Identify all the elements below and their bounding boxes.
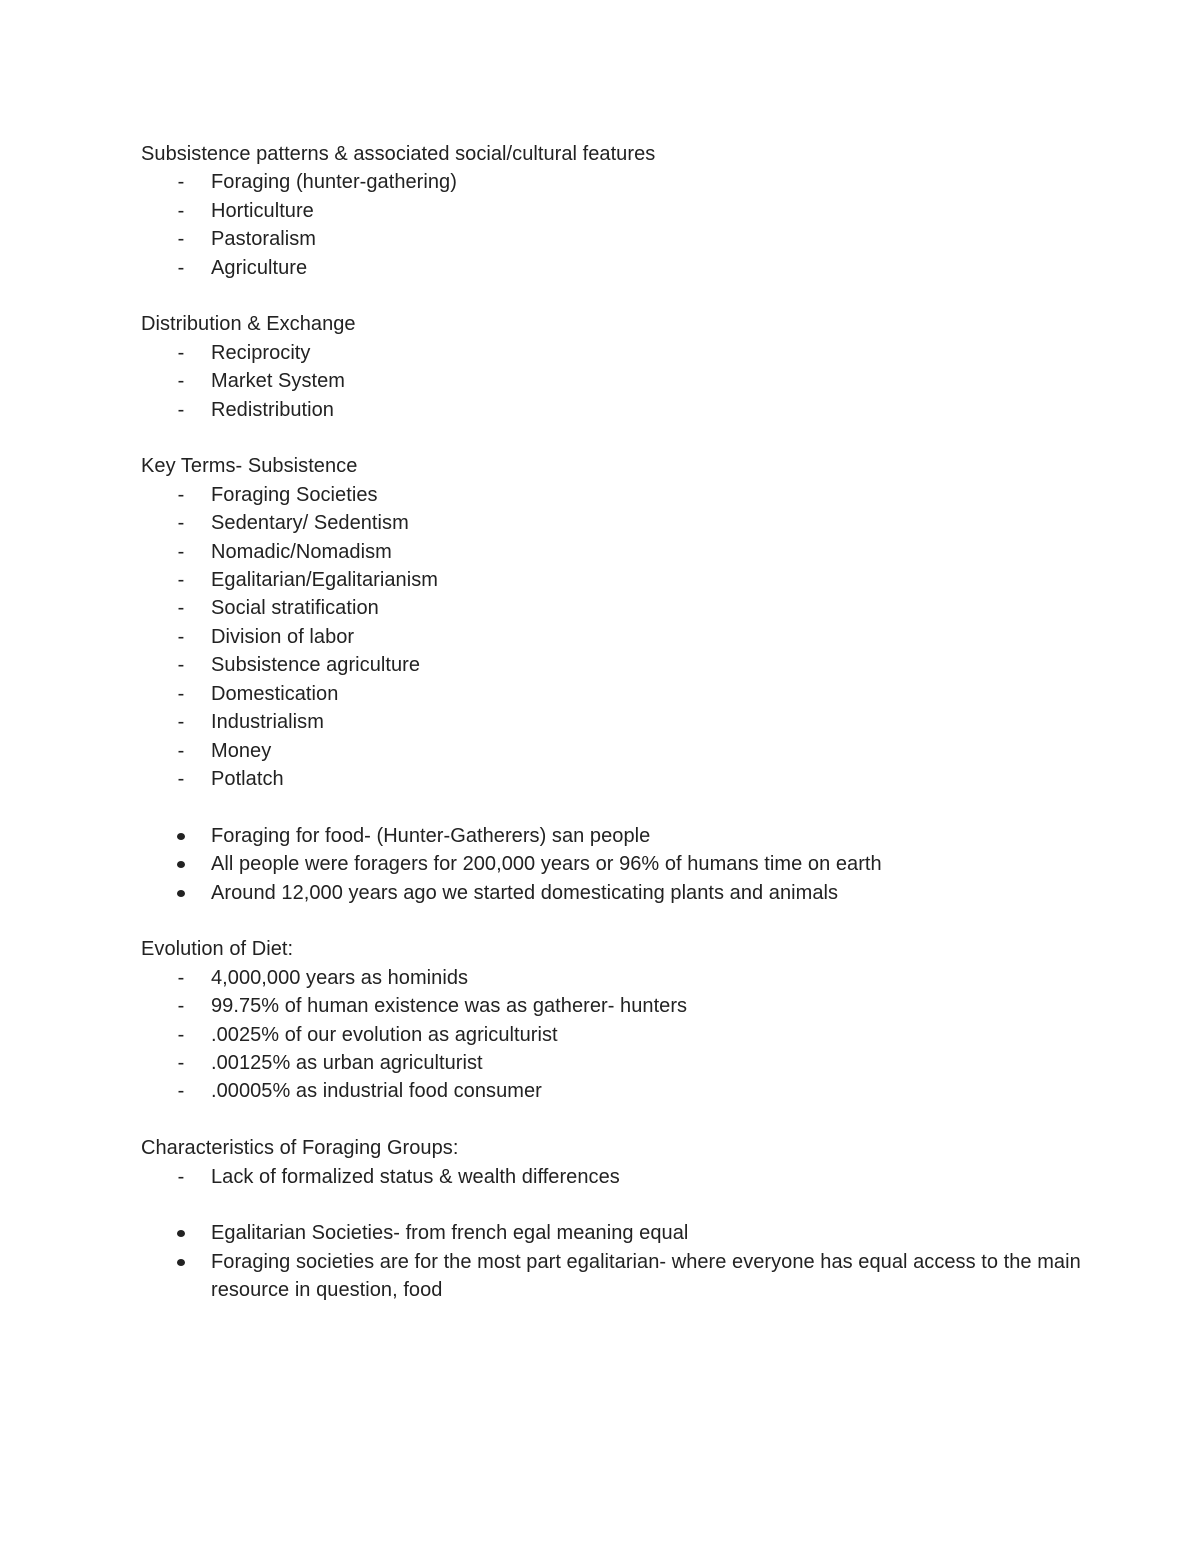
dash-marker (175, 481, 187, 509)
list-item-text: Pastoralism (211, 228, 317, 251)
list-item-text: Market System (211, 370, 346, 393)
list-item (141, 594, 1081, 622)
dash-marker (175, 708, 187, 736)
list-item (141, 396, 1081, 424)
dash-marker (175, 992, 187, 1020)
bullet-item (141, 1219, 1081, 1247)
list-item (141, 737, 1081, 765)
list-item-text: Subsistence agriculture (211, 654, 421, 677)
dash-marker (175, 509, 187, 537)
list-item-text: Industrialism (211, 711, 324, 734)
list-item-text: Money (211, 739, 272, 762)
list-item (141, 708, 1081, 736)
list-item (141, 339, 1081, 367)
list-item (141, 964, 1081, 992)
bullet-item-text: All people were foragers for 200,000 years or 96% of humans time on earth (211, 853, 882, 876)
dash-marker (175, 651, 187, 679)
dash-marker (175, 197, 187, 225)
list-item-text: Potlatch (211, 767, 284, 790)
list-item-text: Domestication (211, 682, 339, 705)
diet-list (141, 964, 1081, 1106)
dash-marker (175, 765, 187, 793)
bullet-item-text: Foraging for food- (Hunter-Gatherers) san people (211, 824, 651, 847)
dash-marker (175, 254, 187, 282)
section-heading-characteristics: Characteristics of Foraging Groups: (141, 1137, 459, 1160)
dash-marker (175, 566, 187, 594)
list-item (141, 481, 1081, 509)
characteristics-list (141, 1163, 1081, 1191)
list-item (141, 509, 1081, 537)
paragraph-spacer (141, 1191, 1081, 1219)
dash-marker (175, 396, 187, 424)
list-item-text: Division of labor (211, 625, 355, 648)
dash-marker (175, 680, 187, 708)
key-terms-list (141, 481, 1081, 793)
list-item-text: Lack of formalized status & wealth differences (211, 1165, 620, 1188)
section-heading-subsistence: Subsistence patterns & associated social/cultural features (141, 143, 656, 165)
dash-marker (175, 737, 187, 765)
bullet-item (141, 822, 1081, 850)
list-item (141, 992, 1081, 1020)
paragraph-spacer (141, 282, 1081, 310)
list-item-text: Social stratification (211, 597, 379, 620)
bullet-item-text: Egalitarian Societies- from french egal meaning equal (211, 1222, 689, 1245)
subsistence-list (141, 168, 1081, 282)
list-item-text: Agriculture (211, 256, 308, 279)
list-item-text: Nomadic/Nomadism (211, 540, 392, 563)
list-item (141, 566, 1081, 594)
list-item (141, 1077, 1081, 1105)
section-heading-diet: Evolution of Diet: (141, 938, 294, 961)
paragraph-spacer (141, 1106, 1081, 1134)
dash-marker (175, 623, 187, 651)
egalitarian-bullet-list (141, 1219, 1081, 1304)
list-item-text: 4,000,000 years as hominids (211, 966, 469, 989)
list-item (141, 1049, 1081, 1077)
list-item-text: Foraging (hunter-gathering) (211, 171, 457, 194)
list-item-text: Foraging Societies (211, 483, 378, 506)
list-item-text: Sedentary/ Sedentism (211, 512, 409, 535)
dash-marker (175, 964, 187, 992)
dash-marker (175, 168, 187, 196)
paragraph-spacer (141, 424, 1081, 452)
dash-marker (175, 1077, 187, 1105)
dash-marker (175, 1163, 187, 1191)
dash-marker (175, 339, 187, 367)
list-item (141, 254, 1081, 282)
list-item (141, 538, 1081, 566)
foraging-bullet-list (141, 822, 1081, 907)
dash-marker (175, 225, 187, 253)
list-item-text: Horticulture (211, 199, 314, 222)
section-heading-key-terms: Key Terms- Subsistence (141, 455, 358, 478)
list-item (141, 623, 1081, 651)
section-heading-distribution: Distribution & Exchange (141, 313, 356, 336)
paragraph-spacer (141, 907, 1081, 935)
dash-marker (175, 1021, 187, 1049)
list-item (141, 765, 1081, 793)
list-item (141, 168, 1081, 196)
bullet-item-text: Foraging societies are for the most part egalitarian- where everyone has equal access to the main resource in question, food (211, 1250, 1081, 1302)
dash-marker (175, 538, 187, 566)
list-item-text: Egalitarian/Egalitarianism (211, 569, 438, 592)
list-item-text: .00005% as industrial food consumer (211, 1080, 542, 1103)
list-item (141, 651, 1081, 679)
dash-marker (175, 1049, 187, 1077)
bullet-item (141, 1248, 1081, 1305)
paragraph-spacer (141, 793, 1081, 821)
bullet-item (141, 879, 1081, 907)
bullet-item (141, 850, 1081, 878)
list-item-text: 99.75% of human existence was as gatherer- hunters (211, 995, 688, 1018)
dash-marker (175, 594, 187, 622)
list-item (141, 1021, 1081, 1049)
list-item (141, 1163, 1081, 1191)
list-item (141, 680, 1081, 708)
document-page (141, 140, 1081, 1305)
list-item-text: Redistribution (211, 398, 334, 421)
list-item-text: .0025% of our evolution as agriculturist (211, 1023, 558, 1046)
list-item (141, 197, 1081, 225)
list-item-text: .00125% as urban agriculturist (211, 1051, 483, 1074)
list-item-text: Reciprocity (211, 341, 311, 364)
distribution-list (141, 339, 1081, 424)
dash-marker (175, 367, 187, 395)
list-item (141, 367, 1081, 395)
list-item (141, 225, 1081, 253)
bullet-item-text: Around 12,000 years ago we started domesticating plants and animals (211, 881, 839, 904)
